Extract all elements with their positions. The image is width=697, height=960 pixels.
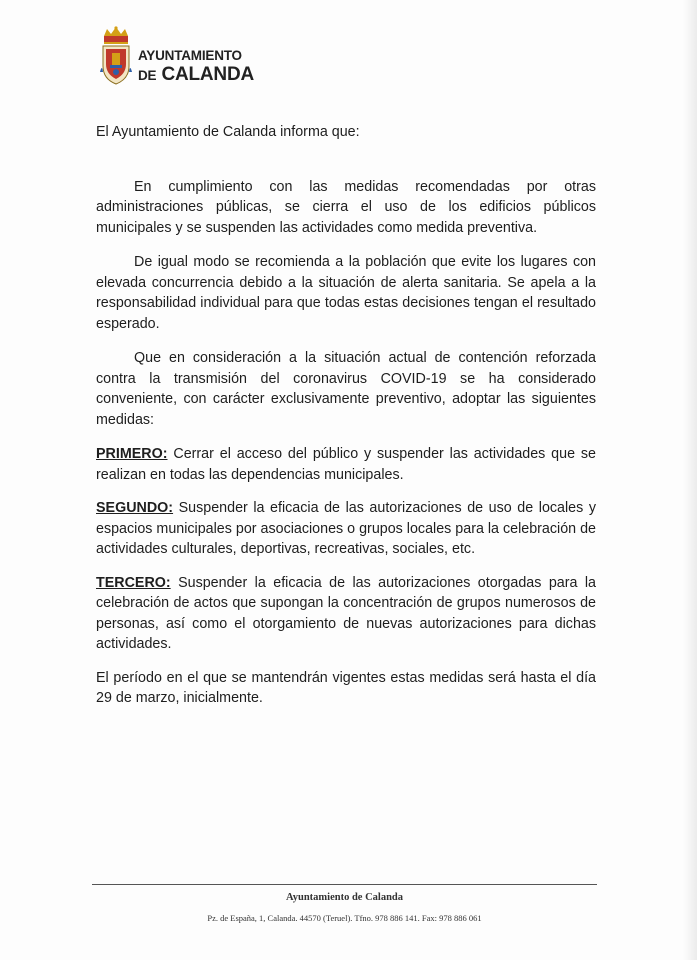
letter-body (96, 122, 596, 709)
page-edge-shadow (683, 0, 697, 960)
closing-paragraph: El período en el que se mantendrán vigentes estas medidas será hasta el día 29 de marzo, inicialmente. (96, 669, 596, 706)
municipality-name (138, 48, 254, 87)
measure-segundo-label: SEGUNDO: (96, 500, 174, 516)
footer-divider (92, 884, 597, 885)
paragraph-2: De igual modo se recomienda a la población que evite los lugares con elevada concurrencia debido a la situación de alerta sanitaria. Se apela a la responsabilidad individual para que todas estas decisiones tengan el resultado esperado. (96, 254, 596, 332)
brand-line-1: AYUNTAMIENTO (138, 48, 242, 63)
intro-line: El Ayuntamiento de Calanda informa que: (96, 124, 360, 140)
letterhead (98, 26, 338, 90)
coat-of-arms-icon (98, 26, 134, 86)
measure-segundo-text: Suspender la eficacia de las autorizaciones de uso de locales y espacios municipales por asociaciones o grupos locales para la celebración de actividades culturales, deportivas, recreativas, sociales, etc. (96, 500, 596, 557)
measure-tercero-label: TERCERO: (96, 574, 171, 591)
measure-segundo (96, 498, 596, 560)
measure-primero (96, 444, 596, 485)
measure-primero-text: Cerrar el acceso del público y suspender las actividades que se realizan en todas las dependencias municipales. (96, 446, 596, 483)
brand-line-2-prefix: DE (138, 68, 157, 83)
paragraph-1: En cumplimiento con las medidas recomendadas por otras administraciones públicas, se cierra el uso de los edificios públicos municipales y se suspenden las actividades como medida preventiva. (96, 178, 596, 236)
measure-tercero (96, 573, 596, 655)
footer-address: Pz. de España, 1, Calanda. 44570 (Teruel). Tfno. 978 886 141. Fax: 978 886 061 (207, 913, 482, 923)
measure-tercero-text: Suspender la eficacia de las autorizaciones otorgadas para la celebración de actos que supongan la concentración de grupos numerosos de personas, así como el otorgamiento de nuevas autorizaciones para dichas actividades. (96, 574, 596, 652)
paragraph-3: Que en consideración a la situación actual de contención reforzada contra la transmisión del coronavirus COVID-19 se ha considerado conveniente, con carácter exclusivamente preventivo, adoptar las siguientes medidas: (96, 350, 596, 428)
measure-primero-label: PRIMERO: (96, 446, 168, 462)
footer-name: Ayuntamiento de Calanda (285, 892, 404, 903)
brand-line-2-main: CALANDA (161, 64, 254, 85)
brand-line-2 (138, 64, 254, 87)
